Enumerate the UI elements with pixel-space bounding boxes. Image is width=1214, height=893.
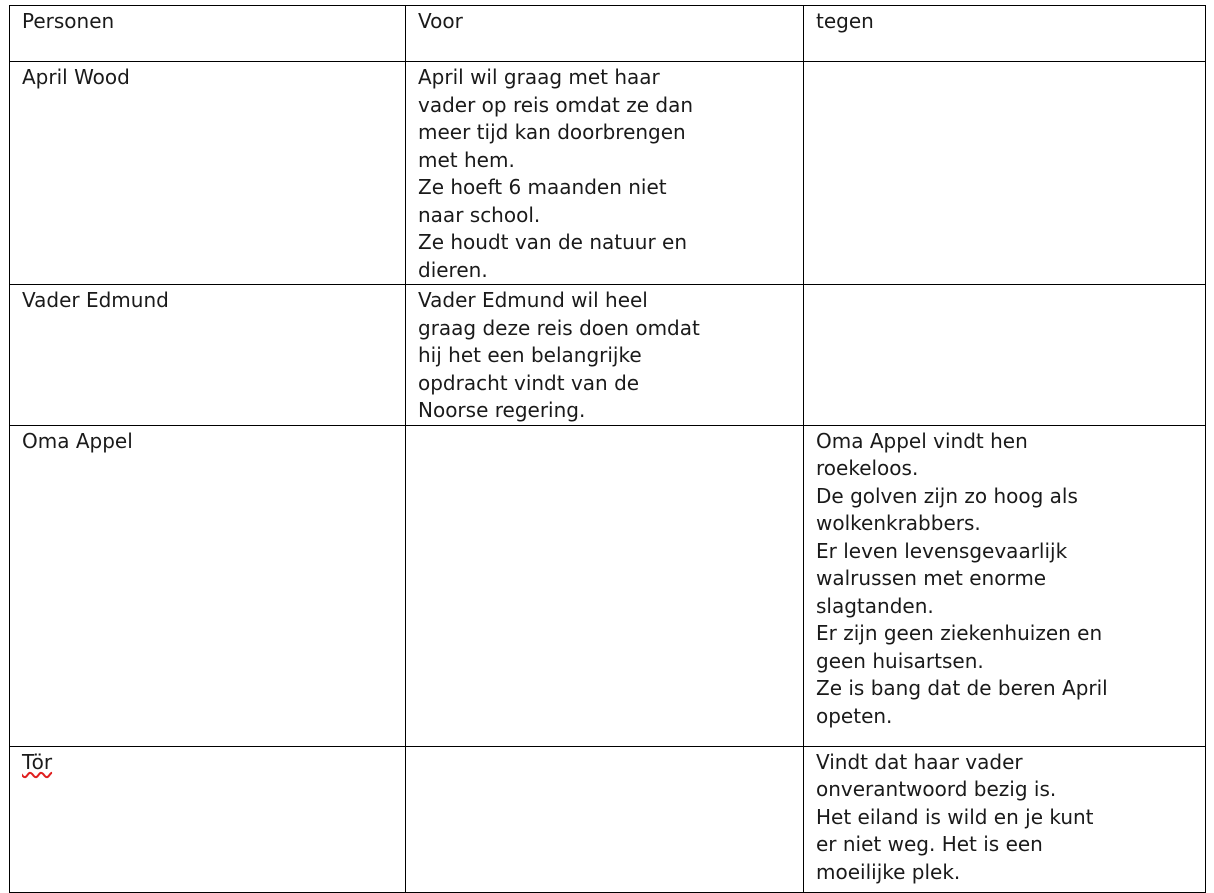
text-line: Vindt dat haar vader	[816, 749, 1023, 774]
text-line: slagtanden.	[816, 593, 934, 618]
text-line: vader op reis omdat ze dan	[418, 92, 694, 117]
cell-voor[interactable]	[406, 285, 804, 426]
text-line: Ze hoeft 6 maanden niet	[418, 175, 667, 199]
text-line: Er leven levensgevaarlijk	[816, 538, 1068, 563]
cell-voor[interactable]	[406, 746, 804, 892]
cell-tegen[interactable]	[804, 425, 1206, 746]
text-line: opeten.	[816, 703, 893, 728]
cell-tegen[interactable]	[804, 285, 1206, 426]
table-row	[10, 62, 1206, 285]
text-line: graag deze reis doen omdat	[418, 315, 700, 340]
text-line: Ze houdt van de natuur en	[418, 230, 688, 254]
text-line: Het eiland is wild en je kunt	[816, 804, 1094, 829]
header-tegen[interactable]: tegen	[804, 6, 1206, 62]
spellcheck-flagged-word[interactable]: Tör	[22, 749, 53, 774]
cell-persoon[interactable]	[10, 746, 406, 892]
text-line: De golven zijn zo hoog als	[816, 483, 1078, 508]
text-line: Noorse regering.	[418, 398, 586, 422]
cell-tegen[interactable]	[804, 746, 1206, 892]
text-line: onverantwoord bezig is.	[816, 777, 1057, 801]
cell-persoon[interactable]: Vader Edmund	[10, 285, 406, 426]
text-line: geen huisartsen.	[816, 648, 984, 673]
header-voor[interactable]: Voor	[406, 6, 804, 62]
text-line: roekeloos.	[816, 456, 919, 480]
table-row	[10, 285, 1206, 426]
table-row	[10, 425, 1206, 746]
text-line: Vader Edmund wil heel	[418, 288, 648, 312]
persons-table	[9, 5, 1206, 893]
text-line: walrussen met enorme	[816, 566, 1047, 590]
header-row	[10, 6, 1206, 62]
text-line: Oma Appel vindt hen	[816, 428, 1028, 453]
text-line: Er zijn geen ziekenhuizen en	[816, 621, 1103, 645]
text-line: moeilijke plek.	[816, 859, 961, 884]
cell-tegen[interactable]	[804, 62, 1206, 285]
text-line: April wil graag met haar	[418, 65, 660, 89]
text-line: met hem.	[418, 147, 515, 172]
header-personen[interactable]: Personen	[10, 6, 406, 62]
text-line: meer tijd kan doorbrengen	[418, 120, 686, 144]
cell-voor[interactable]	[406, 62, 804, 285]
table-row	[10, 746, 1206, 892]
text-line: Ze is bang dat de beren April	[816, 676, 1108, 700]
cell-persoon[interactable]: Oma Appel	[10, 425, 406, 746]
text-line: wolkenkrabbers.	[816, 511, 981, 535]
text-line: opdracht vindt van de	[418, 370, 640, 395]
cell-voor[interactable]	[406, 425, 804, 746]
text-line: hij het een belangrijke	[418, 343, 642, 367]
cell-persoon[interactable]: April Wood	[10, 62, 406, 285]
text-line: dieren.	[418, 257, 488, 282]
text-line: er niet weg. Het is een	[816, 832, 1043, 856]
text-line: naar school.	[418, 202, 541, 227]
